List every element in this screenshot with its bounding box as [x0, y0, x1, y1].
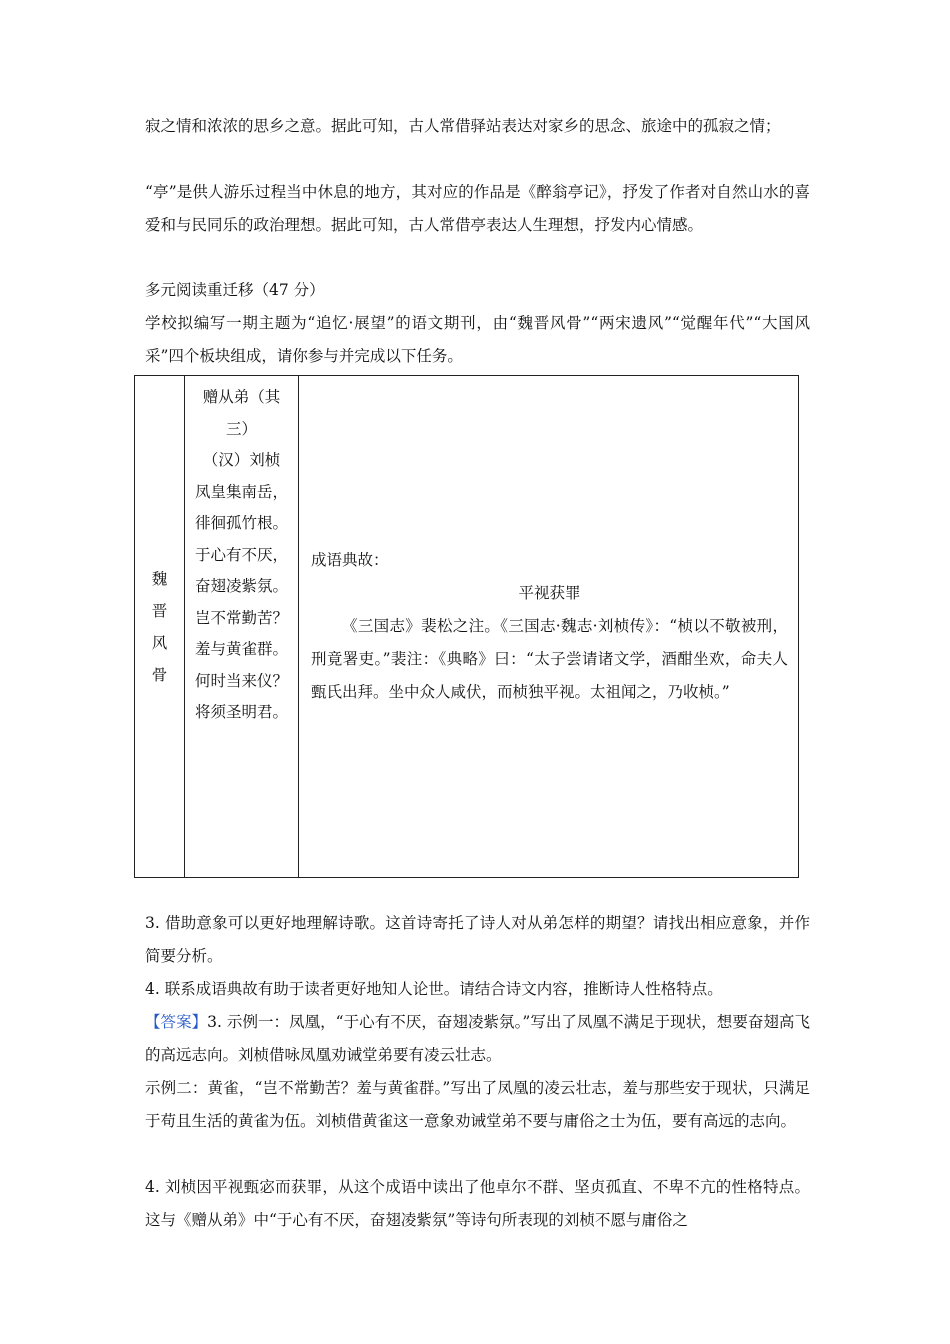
poem-title: 赠从弟（其三） — [202, 388, 281, 438]
poem-line: 岂不常勤苦？羞与黄雀群。 — [194, 608, 288, 658]
module-name-char: 风 — [151, 633, 168, 652]
poem-cell — [185, 376, 299, 878]
module-table — [134, 375, 799, 878]
module-name-cell — [135, 376, 185, 878]
answer-3-example-1 — [145, 1006, 810, 1072]
answer-3-example-2: 示例二：黄雀，“岂不常勤苦？羞与黄雀群。”写出了凤凰的凌云壮志，羞与那些安于现状，只满足于苟且生活的黄雀为伍。刘桢借黄雀这一意象劝诫堂弟不要与庸俗之士为伍，要有高远的志向。 — [145, 1079, 810, 1130]
module-name-char: 晋 — [151, 601, 168, 620]
answer-tag: 【答案】 — [145, 1013, 208, 1031]
module-name-char: 魏 — [151, 569, 168, 588]
idiom-story-label: 成语典故： — [311, 551, 389, 569]
answer-3-example-1-text: 3. 示例一：凤凰，“于心有不厌，奋翅凌紫氛。”写出了凤凰不满足于现状，想要奋翅高飞的高远志向。刘桢借咏凤凰劝诫堂弟要有凌云壮志。 — [145, 1013, 810, 1064]
answer-4: 4. 刘桢因平视甄宓而获罪，从这个成语中读出了他卓尔不群、坚贞孤直、不卑不亢的性格特点。这与《赠从弟》中“于心有不厌，奋翅凌紫氛”等诗句所表现的刘桢不愿与庸俗之 — [145, 1178, 810, 1229]
question-3: 3. 借助意象可以更好地理解诗歌。这首诗寄托了诗人对从弟怎样的期望？请找出相应意象，并作简要分析。 — [145, 914, 810, 965]
idiom-story-body: 《三国志》裴松之注。《三国志·魏志·刘桢传》：“桢以不敬被刑，刑竟署吏。”裴注：《典略》曰：“太子尝请诸文学，酒酣坐欢，命夫人甄氏出拜。坐中众人咸伏，而桢独平视。太祖闻之，乃收桢。” — [311, 617, 788, 701]
poem-line: 何时当来仪？将须圣明君。 — [194, 671, 288, 721]
idiom-story-title: 平视获罪 — [518, 584, 581, 602]
intro-paragraph-1: 寂之情和浓浓的思乡之意。据此可知，古人常借驿站表达对家乡的思念、旅途中的孤寂之情； — [145, 117, 781, 135]
module-name-char: 骨 — [151, 665, 168, 684]
poem-author: （汉）刘桢 — [202, 451, 281, 469]
idiom-story-cell — [299, 376, 799, 878]
poem-line: 于心有不厌，奋翅凌紫氛。 — [194, 545, 288, 595]
task-instruction: 学校拟编写一期主题为“追忆·展望”的语文期刊，由“魏晋风骨”“两宋遗风”“觉醒年代”“大国风采”四个板块组成，请你参与并完成以下任务。 — [145, 314, 810, 365]
intro-paragraph-2: “亭”是供人游乐过程当中休息的地方，其对应的作品是《醉翁亭记》，抒发了作者对自然山水的喜爱和与民同乐的政治理想。据此可知，古人常借亭表达人生理想，抒发内心情感。 — [145, 183, 810, 234]
question-4: 4. 联系成语典故有助于读者更好地知人论世。请结合诗文内容，推断诗人性格特点。 — [145, 980, 723, 998]
poem-line: 凤皇集南岳，徘徊孤竹根。 — [194, 482, 288, 532]
section-title: 多元阅读重迁移（47 分） — [145, 281, 325, 299]
